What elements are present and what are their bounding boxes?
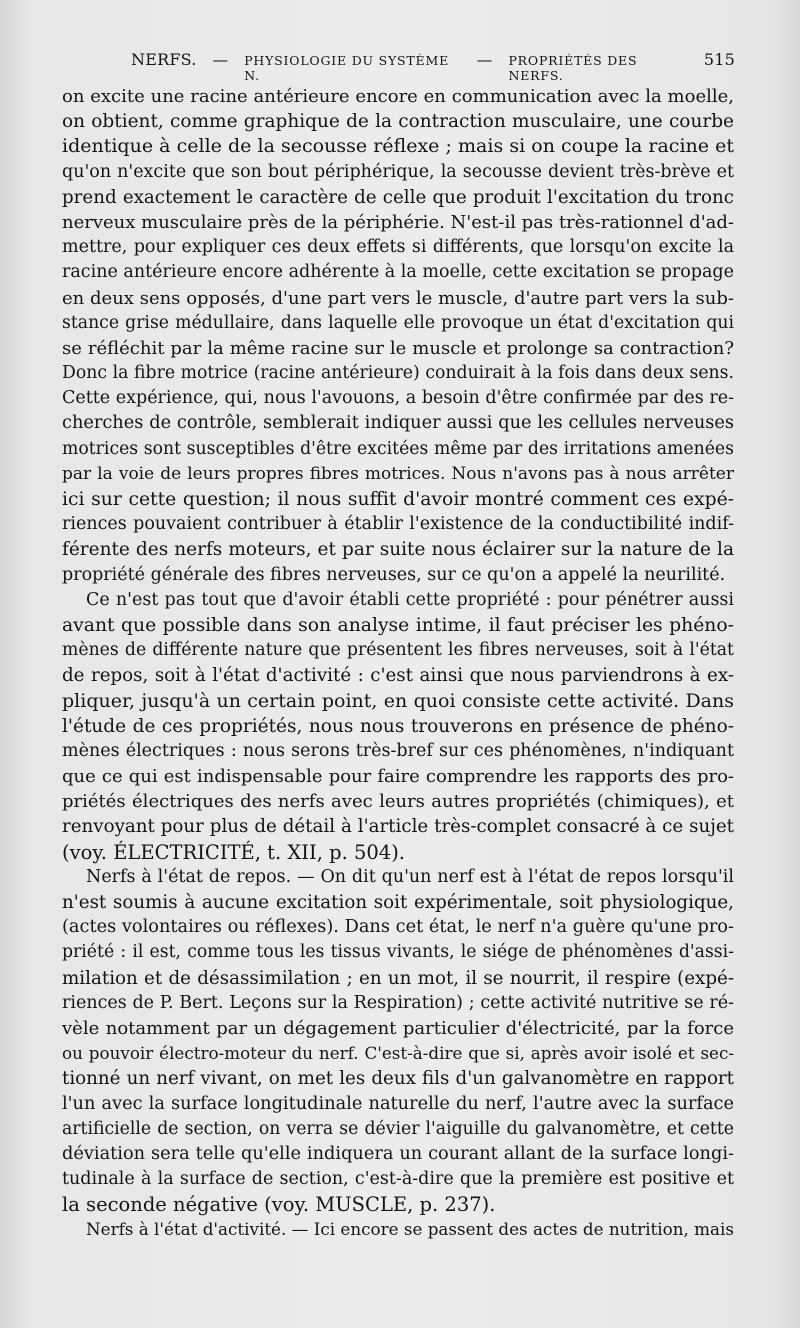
- text-line: motrices sont susceptibles d'être excitées même par des irritations amenées: [62, 438, 734, 459]
- text-line: mènes électriques : nous serons très-bref sur ces phénomènes, n'indiquant: [62, 740, 734, 761]
- text-line: (actes volontaires ou réflexes). Dans cet état, le nerf n'a guère qu'une pro-: [62, 917, 734, 938]
- text-line: on excite une racine antérieure encore en communication avec la moelle,: [62, 86, 734, 107]
- text-line: prend exactement le caractère de celle que produit l'excitation du tronc: [62, 186, 734, 208]
- text-line: propriété générale des fibres nerveuses, sur ce qu'on a appelé la neurilité.: [62, 564, 726, 585]
- header-separator: —: [476, 51, 493, 69]
- text-line: priétés électriques des nerfs avec leurs autres propriétés (chimiques), et: [62, 791, 734, 813]
- text-line: mettre, pour expliquer ces deux effets si différents, que lorsqu'on excite la: [62, 237, 734, 258]
- text-line: avant que possible dans son analyse intime, il faut préciser les phéno-: [62, 614, 734, 636]
- text-line: Ce n'est pas tout que d'avoir établi cette propriété : pour pénétrer aussi: [86, 589, 734, 610]
- text-line: par la voie de leurs propres fibres motrices. Nous n'avons pas à nous arrêter: [62, 463, 734, 484]
- text-line: se réfléchit par la même racine sur le muscle et prolonge sa contraction?: [62, 337, 734, 359]
- text-line: priété : il est, comme tous les tissus vivants, le siége de phénomènes d'assi-: [62, 942, 734, 963]
- text-line: Nerfs à l'état d'activité. — Ici encore se passent des actes de nutrition, mais: [86, 1219, 734, 1240]
- text-line: Cette expérience, qui, nous l'avouons, a besoin d'être confirmée par des re-: [62, 388, 734, 409]
- body-text: [62, 84, 734, 1243]
- text-line: nerveux musculaire près de la périphérie. N'est-il pas très-rationnel d'ad-: [62, 211, 734, 233]
- text-line: tudinale à la surface de section, c'est-à-dire que la première est positive et: [62, 1169, 734, 1190]
- text-line: que ce qui est indispensable pour faire comprendre les rapports des pro-: [62, 766, 734, 788]
- header-title: NERFS.: [131, 50, 197, 69]
- text-line: pliquer, jusqu'à un certain point, en quoi consiste cette activité. Dans: [62, 689, 734, 712]
- text-line: identique à celle de la secousse réflexe ; mais si on coupe la racine et: [62, 135, 734, 158]
- header-subtitle-properties: PROPRIÉTÉS DES NERFS.: [508, 53, 638, 83]
- text-line: riences pouvaient contribuer à établir l'existence de la conductibilité indif-: [62, 514, 734, 535]
- page-number: 515: [703, 50, 735, 69]
- text-line: stance grise médullaire, dans laquelle elle provoque un état d'excitation qui: [62, 312, 734, 333]
- header-subtitle-physiology: PHYSIOLOGIE DU SYSTÈME N.: [244, 53, 449, 83]
- text-line: la seconde négative (voy. MUSCLE, p. 237).: [62, 1193, 496, 1217]
- text-line: de repos, soit à l'état d'activité : c'est ainsi que nous parviendrons à ex-: [62, 665, 734, 687]
- text-line: l'un avec la surface longitudinale naturelle du nerf, l'autre avec la surface: [62, 1093, 734, 1114]
- text-line: artificielle de section, on verra se dévier l'aiguille du galvanomètre, et cette: [62, 1118, 734, 1139]
- text-line: en deux sens opposés, d'une part vers le muscle, d'autre part vers la sub-: [62, 287, 734, 309]
- text-line: ou pouvoir électro-moteur du nerf. C'est-à-dire que si, après avoir isolé et sec-: [62, 1043, 734, 1064]
- text-line: Nerfs à l'état de repos. — On dit qu'un nerf est à l'état de repos lorsqu'il: [86, 866, 734, 887]
- text-line: racine antérieure encore adhérente à la moelle, cette excitation se propage: [62, 262, 734, 283]
- text-line: n'est soumis à aucune excitation soit expérimentale, soit physiologique,: [62, 892, 734, 913]
- text-line: déviation sera telle qu'elle indiquera un courant allant de la surface longi-: [62, 1143, 734, 1164]
- running-header: [131, 50, 735, 83]
- text-line: renvoyant pour plus de détail à l'article très-complet consacré à ce sujet: [62, 816, 734, 838]
- text-line: ici sur cette question; il nous suffit d'avoir montré comment ces expé-: [62, 489, 734, 510]
- text-line: (voy. ÉLECTRICITÉ, t. XII, p. 504).: [62, 840, 406, 864]
- text-line: l'étude de ces propriétés, nous nous trouverons en présence de phéno-: [62, 715, 734, 737]
- text-line: Donc la fibre motrice (racine antérieure) conduirait à la fois dans deux sens.: [62, 363, 734, 384]
- text-line: riences de P. Bert. Leçons sur la Respiration) ; cette activité nutritive se ré-: [62, 992, 734, 1013]
- header-separator: —: [212, 51, 229, 69]
- text-line: milation et de désassimilation ; en un mot, il se nourrit, il respire (expé-: [62, 967, 734, 989]
- text-line: vèle notamment par un dégagement particulier d'électricité, par la force: [62, 1017, 734, 1039]
- text-line: qu'on n'excite que son bout périphérique, la secousse devient très-brève et: [62, 161, 734, 182]
- text-line: on obtient, comme graphique de la contraction musculaire, une courbe: [62, 111, 734, 133]
- text-line: férente des nerfs moteurs, et par suite nous éclairer sur la nature de la: [62, 539, 734, 561]
- text-line: cherches de contrôle, semblerait indiquer aussi que les cellules nerveuses: [62, 413, 734, 434]
- text-line: tionné un nerf vivant, on met les deux fils d'un galvanomètre en rapport: [62, 1068, 734, 1090]
- text-line: mènes de différente nature que présentent les fibres nerveuses, soit à l'état: [62, 640, 734, 661]
